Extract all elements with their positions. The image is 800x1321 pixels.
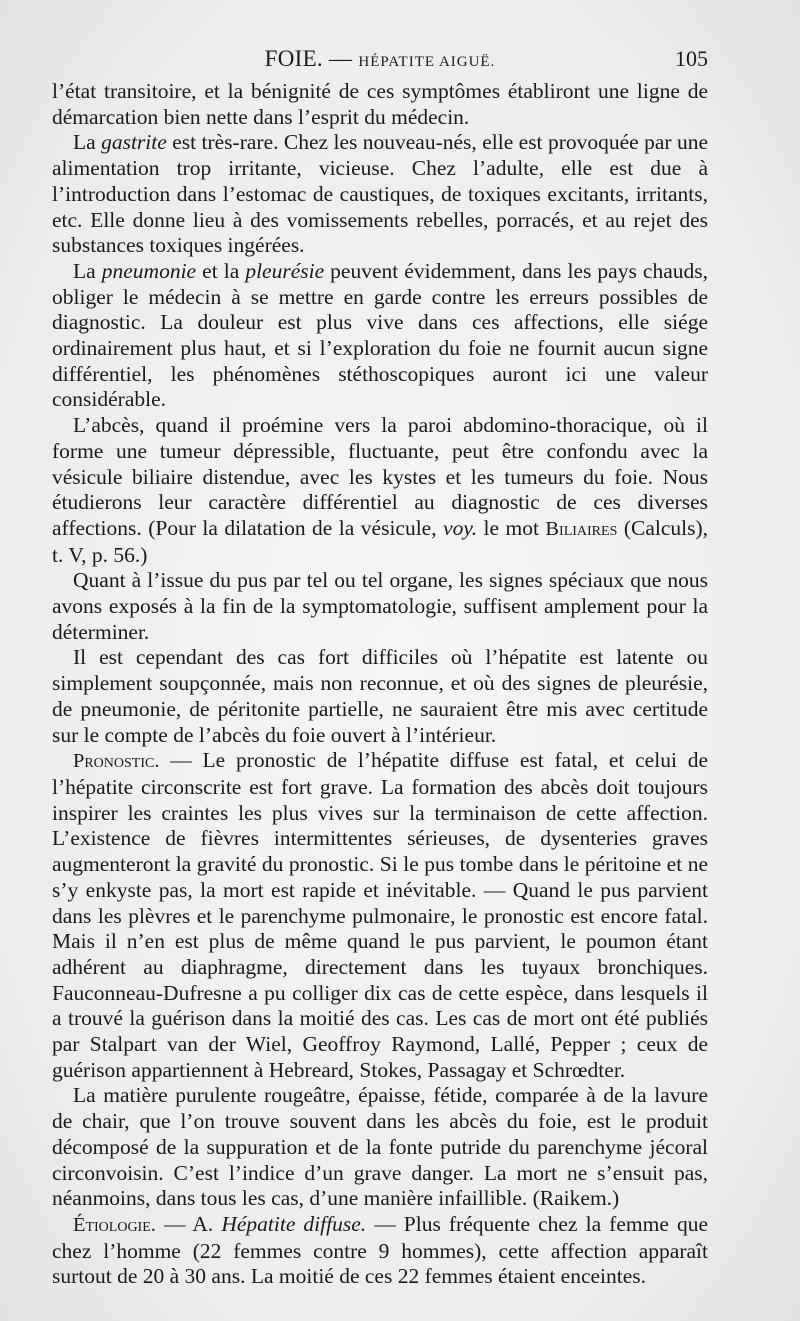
term-voy: voy. xyxy=(443,515,478,540)
page-number: 105 xyxy=(675,46,708,71)
title-main: FOIE. xyxy=(264,46,323,71)
paragraph-cas-difficiles xyxy=(52,645,708,748)
paragraph-text: et la xyxy=(196,258,246,283)
paragraph-text: Quant à l’issue du pus par tel ou tel organe, les signes spéciaux que nous avons exposés à la fin de la symptomatologie, suffisent amplement pour la déterminer. xyxy=(52,568,708,644)
paragraph-text: — Le pronostic de l’hépatite diffuse est fatal, et celui de l’hépatite circonscrite est fort grave. La formation des abcès doit toujours inspirer les craintes les plus vives sur la terminaison de cette affection. L’existence de fièvres intermittentes sérieuses, de dysenteries graves augmenteront la gravité du pronostic. Si le pus tombe dans le péritoine et ne s’y enkyste pas, la mort est rapide et inévitable. — Quand le pus parvient dans les plèvres et le parenchyme pulmonaire, le pronostic est encore fatal. Mais il n’en est plus de même quand le pus parvient, le poumon étant adhérent au diaphragme, directement dans les tuyaux bronchiques. Fauconneau-Dufresne a pu colliger dix cas de cette espèce, dans lesquels il a trouvé la guérison dans la moitié des cas. Les cas de mort ont été publiés par Stalpart van der Wiel, Geoffroy Raymond, Lallé, Pepper ; ceux de guérison appartiennent à Hebreard, Stokes, Passagay et Schrœdter. xyxy=(52,748,708,1082)
running-header xyxy=(52,44,708,74)
paragraph-text: Il est cependant des cas fort difficiles où l’hépatite est latente ou simplement soupçonnée, mais non reconnue, et où des signes de pleurésie, de pneumonie, de péritonite partielle, ne sauraient être mis avec certitude sur le compte de l’abcès du foie ouvert à l’intérieur. xyxy=(52,645,708,747)
section-heading-etiologie: Étiologie. xyxy=(73,1213,156,1236)
paragraph-pneumonie xyxy=(52,259,708,413)
title-sub: HÉPATITE AIGUË. xyxy=(358,54,496,70)
paragraph-pronostic xyxy=(52,748,708,1083)
paragraph-1 xyxy=(52,79,708,130)
paragraph-text: l’état transitoire, et la bénignité de ces symptômes établiront une ligne de démarcation bien nette dans l’esprit du médecin. xyxy=(52,79,708,129)
term-pleuresie: pleurésie xyxy=(245,258,325,283)
term-pneumonie: pneumonie xyxy=(101,258,197,283)
paragraph-abces xyxy=(52,413,708,568)
term-gastrite: gastrite xyxy=(101,130,167,155)
paragraph-text: L’abcès, quand il proémine vers la paroi abdomino-thoracique, où il forme une tumeur dépressible, fluctuante, peut être confondu avec la vésicule biliaire distendue, avec les kystes et les tumeurs du foie. Nous étudierons leur caractère différentiel au diagnostic de ces diverses affections. (Pour la dilatation de la vésicule, xyxy=(52,413,708,540)
paragraph-text: — Plus fréquente chez la femme que chez l’homme (22 femmes contre 9 hommes), cette affection apparaît surtout de 20 à 30 ans. La moitié de ces 22 femmes étaient enceintes. xyxy=(52,1211,708,1289)
paragraph-etiologie xyxy=(52,1212,708,1290)
paragraph-text: — A. xyxy=(155,1211,222,1236)
cross-reference-biliaires: Biliaires xyxy=(545,517,618,540)
paragraph-text: le mot xyxy=(477,515,546,540)
paragraph-text: (Calculs), t. V, p. 56.) xyxy=(52,515,708,567)
paragraph-gastrite xyxy=(52,130,708,259)
running-title xyxy=(52,44,708,77)
paragraph-text: peuvent évidemment, dans les pays chauds, obliger le médecin à se mettre en garde contre les erreurs possibles de diagnostic. La douleur est plus vive dans ces affections, elle siége ordinairement plus haut, et si l’exploration du foie ne fournit aucun signe différentiel, les phénomènes stéthoscopiques auront ici une valeur considérable. xyxy=(52,258,708,412)
title-dash: — xyxy=(323,46,359,71)
paragraph-text: La xyxy=(73,130,102,155)
paragraph-text: La matière purulente rougeâtre, épaisse, fétide, comparée à de la lavure de chair, que l’on trouve souvent dans les abcès du foie, est le produit décomposé de la suppuration et de la fonte putride du parenchyme jécoral circonvoisin. C’est l’indice d’un grave danger. La mort ne s’ensuit pas, néanmoins, dans tous les cas, d’une manière infaillible. (Raikem.) xyxy=(52,1083,708,1211)
paragraph-text: La xyxy=(73,258,102,283)
section-heading-pronostic: Pronostic. xyxy=(73,750,160,773)
term-hepatite-diffuse: Hépatite diffuse. xyxy=(221,1211,367,1236)
paragraph-text: est très-rare. Chez les nouveau-nés, elle est provoquée par une alimentation trop irritante, vicieuse. Chez l’adulte, elle est due à l’introduction dans l’estomac de caustiques, de toxiques excitants, irritants, etc. Elle donne lieu à des vomissements rebelles, porracés, et au rejet des substances toxiques ingérées. xyxy=(52,130,708,258)
page-body xyxy=(52,79,708,1290)
paragraph-issue-pus xyxy=(52,568,708,645)
paragraph-matiere-purulente xyxy=(52,1083,708,1212)
